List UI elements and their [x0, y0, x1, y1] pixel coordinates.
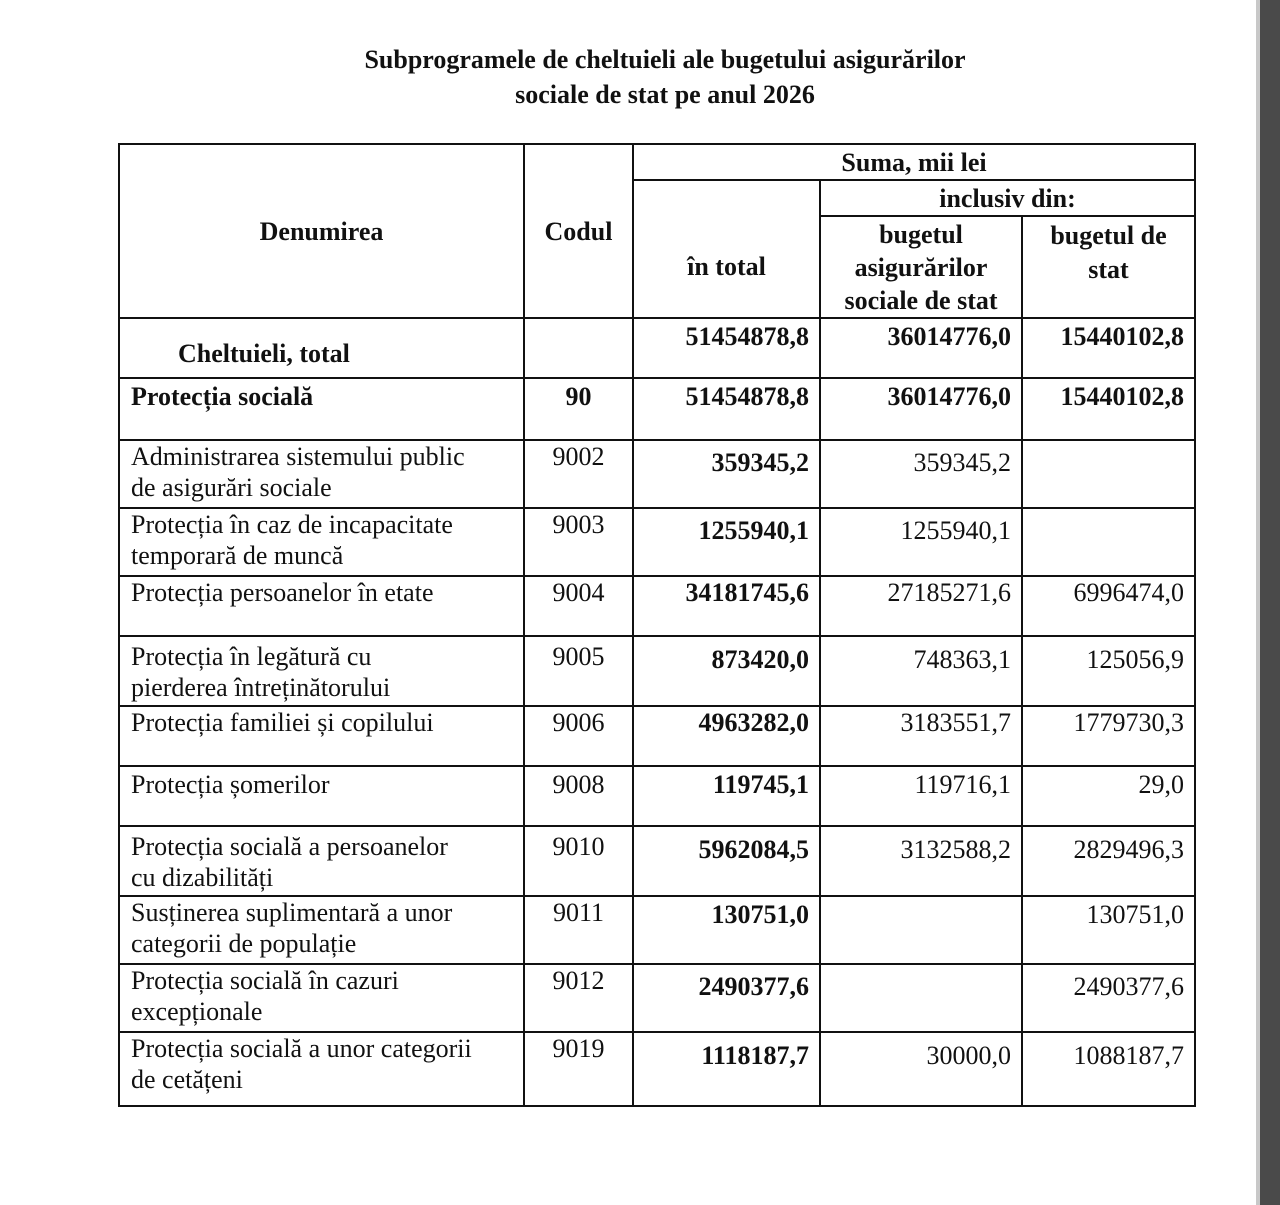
- row-total: 119745,1: [633, 766, 820, 826]
- row-bass: [820, 964, 1022, 1032]
- row-name: [119, 896, 524, 964]
- title-line-1: Subprogramele de cheltuieli ale bugetului asigurărilor: [364, 45, 966, 74]
- row-bass: 3183551,7: [820, 706, 1022, 766]
- row-bass: 1255940,1: [820, 508, 1022, 576]
- row-code: [524, 318, 633, 378]
- row-code: 9005: [524, 636, 633, 706]
- row-name: Cheltuieli, total: [119, 318, 524, 378]
- header-sum: Suma, mii lei: [633, 144, 1195, 180]
- row-bs: [1022, 440, 1195, 508]
- row-name: [119, 826, 524, 896]
- header-bs-line-2: stat: [1088, 255, 1129, 284]
- table-row: [119, 964, 1195, 1032]
- row-bass: 30000,0: [820, 1032, 1022, 1106]
- row-bs: 15440102,8: [1022, 318, 1195, 378]
- table-row: [119, 1032, 1195, 1106]
- row-total: 873420,0: [633, 636, 820, 706]
- row-bs: 6996474,0: [1022, 576, 1195, 636]
- row-name-line-2: de cetățeni: [131, 1065, 243, 1094]
- row-bs: 125056,9: [1022, 636, 1195, 706]
- row-name: [119, 1032, 524, 1106]
- row-name-line-2: cu dizabilități: [131, 863, 274, 892]
- header-inclusiv: inclusiv din:: [820, 180, 1195, 216]
- row-bs: 29,0: [1022, 766, 1195, 826]
- row-name: [119, 576, 524, 636]
- row-name-line-1: Susținerea suplimentară a unor: [131, 898, 453, 927]
- page-edge: [1260, 0, 1280, 1205]
- table-row: [119, 318, 1195, 378]
- row-name-line-2: de asigurări sociale: [131, 473, 332, 502]
- header-total: în total: [633, 180, 820, 318]
- row-name-line-1: Protecția șomerilor: [131, 770, 330, 799]
- row-bass: 748363,1: [820, 636, 1022, 706]
- row-name: [119, 706, 524, 766]
- row-name-line-1: Protecția socială a persoanelor: [131, 832, 448, 861]
- row-code: 9002: [524, 440, 633, 508]
- row-bass: 359345,2: [820, 440, 1022, 508]
- header-code: Codul: [524, 144, 633, 318]
- row-total: 1118187,7: [633, 1032, 820, 1106]
- row-bass: 36014776,0: [820, 318, 1022, 378]
- row-code: 9012: [524, 964, 633, 1032]
- row-total: 4963282,0: [633, 706, 820, 766]
- header-bass-line-2: asigurărilor: [854, 252, 988, 282]
- row-bs: 2829496,3: [1022, 826, 1195, 896]
- row-total: 51454878,8: [633, 318, 820, 378]
- row-code: 9006: [524, 706, 633, 766]
- row-total: 130751,0: [633, 896, 820, 964]
- table-row: [119, 576, 1195, 636]
- row-total: 1255940,1: [633, 508, 820, 576]
- row-bs: 1088187,7: [1022, 1032, 1195, 1106]
- title-line-2: sociale de stat pe anul 2026: [515, 80, 815, 109]
- table-row: [119, 378, 1195, 440]
- row-name-line-1: Administrarea sistemului public: [131, 442, 465, 471]
- row-name-line-1: Protecția familiei și copilului: [131, 708, 434, 737]
- row-total: 5962084,5: [633, 826, 820, 896]
- row-total: 2490377,6: [633, 964, 820, 1032]
- row-name: [119, 508, 524, 576]
- header-bs: [1022, 216, 1195, 318]
- row-name-line-1: Protecția socială în cazuri: [131, 966, 399, 995]
- row-bs: 1779730,3: [1022, 706, 1195, 766]
- header-bs-line-1: bugetul de: [1050, 221, 1167, 250]
- row-bass: [820, 896, 1022, 964]
- row-bass: 119716,1: [820, 766, 1022, 826]
- row-bs: 15440102,8: [1022, 378, 1195, 440]
- row-name-line-1: Protecția socială a unor categorii: [131, 1034, 472, 1063]
- row-total: 34181745,6: [633, 576, 820, 636]
- document-title: [0, 42, 1280, 112]
- row-name-line-2: excepționale: [131, 997, 263, 1026]
- row-name: [119, 440, 524, 508]
- row-total: 359345,2: [633, 440, 820, 508]
- table-row: [119, 706, 1195, 766]
- header-bass-line-1: bugetul: [879, 219, 963, 249]
- row-name-line-2: pierderea întreținătorului: [131, 673, 391, 702]
- row-bs: 130751,0: [1022, 896, 1195, 964]
- row-name: [119, 766, 524, 826]
- row-bass: 36014776,0: [820, 378, 1022, 440]
- row-name-line-1: Protecția în caz de incapacitate: [131, 510, 453, 539]
- row-code: 90: [524, 378, 633, 440]
- table-row: [119, 440, 1195, 508]
- row-name-line-1: Protecția în legătură cu: [131, 642, 372, 671]
- row-total: 51454878,8: [633, 378, 820, 440]
- header-bass-line-3: sociale de stat: [844, 285, 998, 315]
- table-row: [119, 826, 1195, 896]
- row-code: 9010: [524, 826, 633, 896]
- row-bass: 3132588,2: [820, 826, 1022, 896]
- row-code: 9003: [524, 508, 633, 576]
- row-bass: 27185271,6: [820, 576, 1022, 636]
- row-name: [119, 964, 524, 1032]
- row-name-line-2: temporară de muncă: [131, 541, 344, 570]
- row-code: 9011: [524, 896, 633, 964]
- row-code: 9019: [524, 1032, 633, 1106]
- row-bs: 2490377,6: [1022, 964, 1195, 1032]
- table-row: [119, 508, 1195, 576]
- row-bs: [1022, 508, 1195, 576]
- table-row: [119, 636, 1195, 706]
- table-row: [119, 766, 1195, 826]
- row-code: 9004: [524, 576, 633, 636]
- budget-table: [118, 143, 1196, 1107]
- header-bass: [820, 216, 1022, 318]
- row-name-line-2: categorii de populație: [131, 929, 357, 958]
- header-name: Denumirea: [119, 144, 524, 318]
- row-name: [119, 636, 524, 706]
- row-code: 9008: [524, 766, 633, 826]
- row-name: Protecția socială: [119, 378, 524, 440]
- row-name-line-1: Protecția persoanelor în etate: [131, 578, 434, 607]
- table-row: [119, 896, 1195, 964]
